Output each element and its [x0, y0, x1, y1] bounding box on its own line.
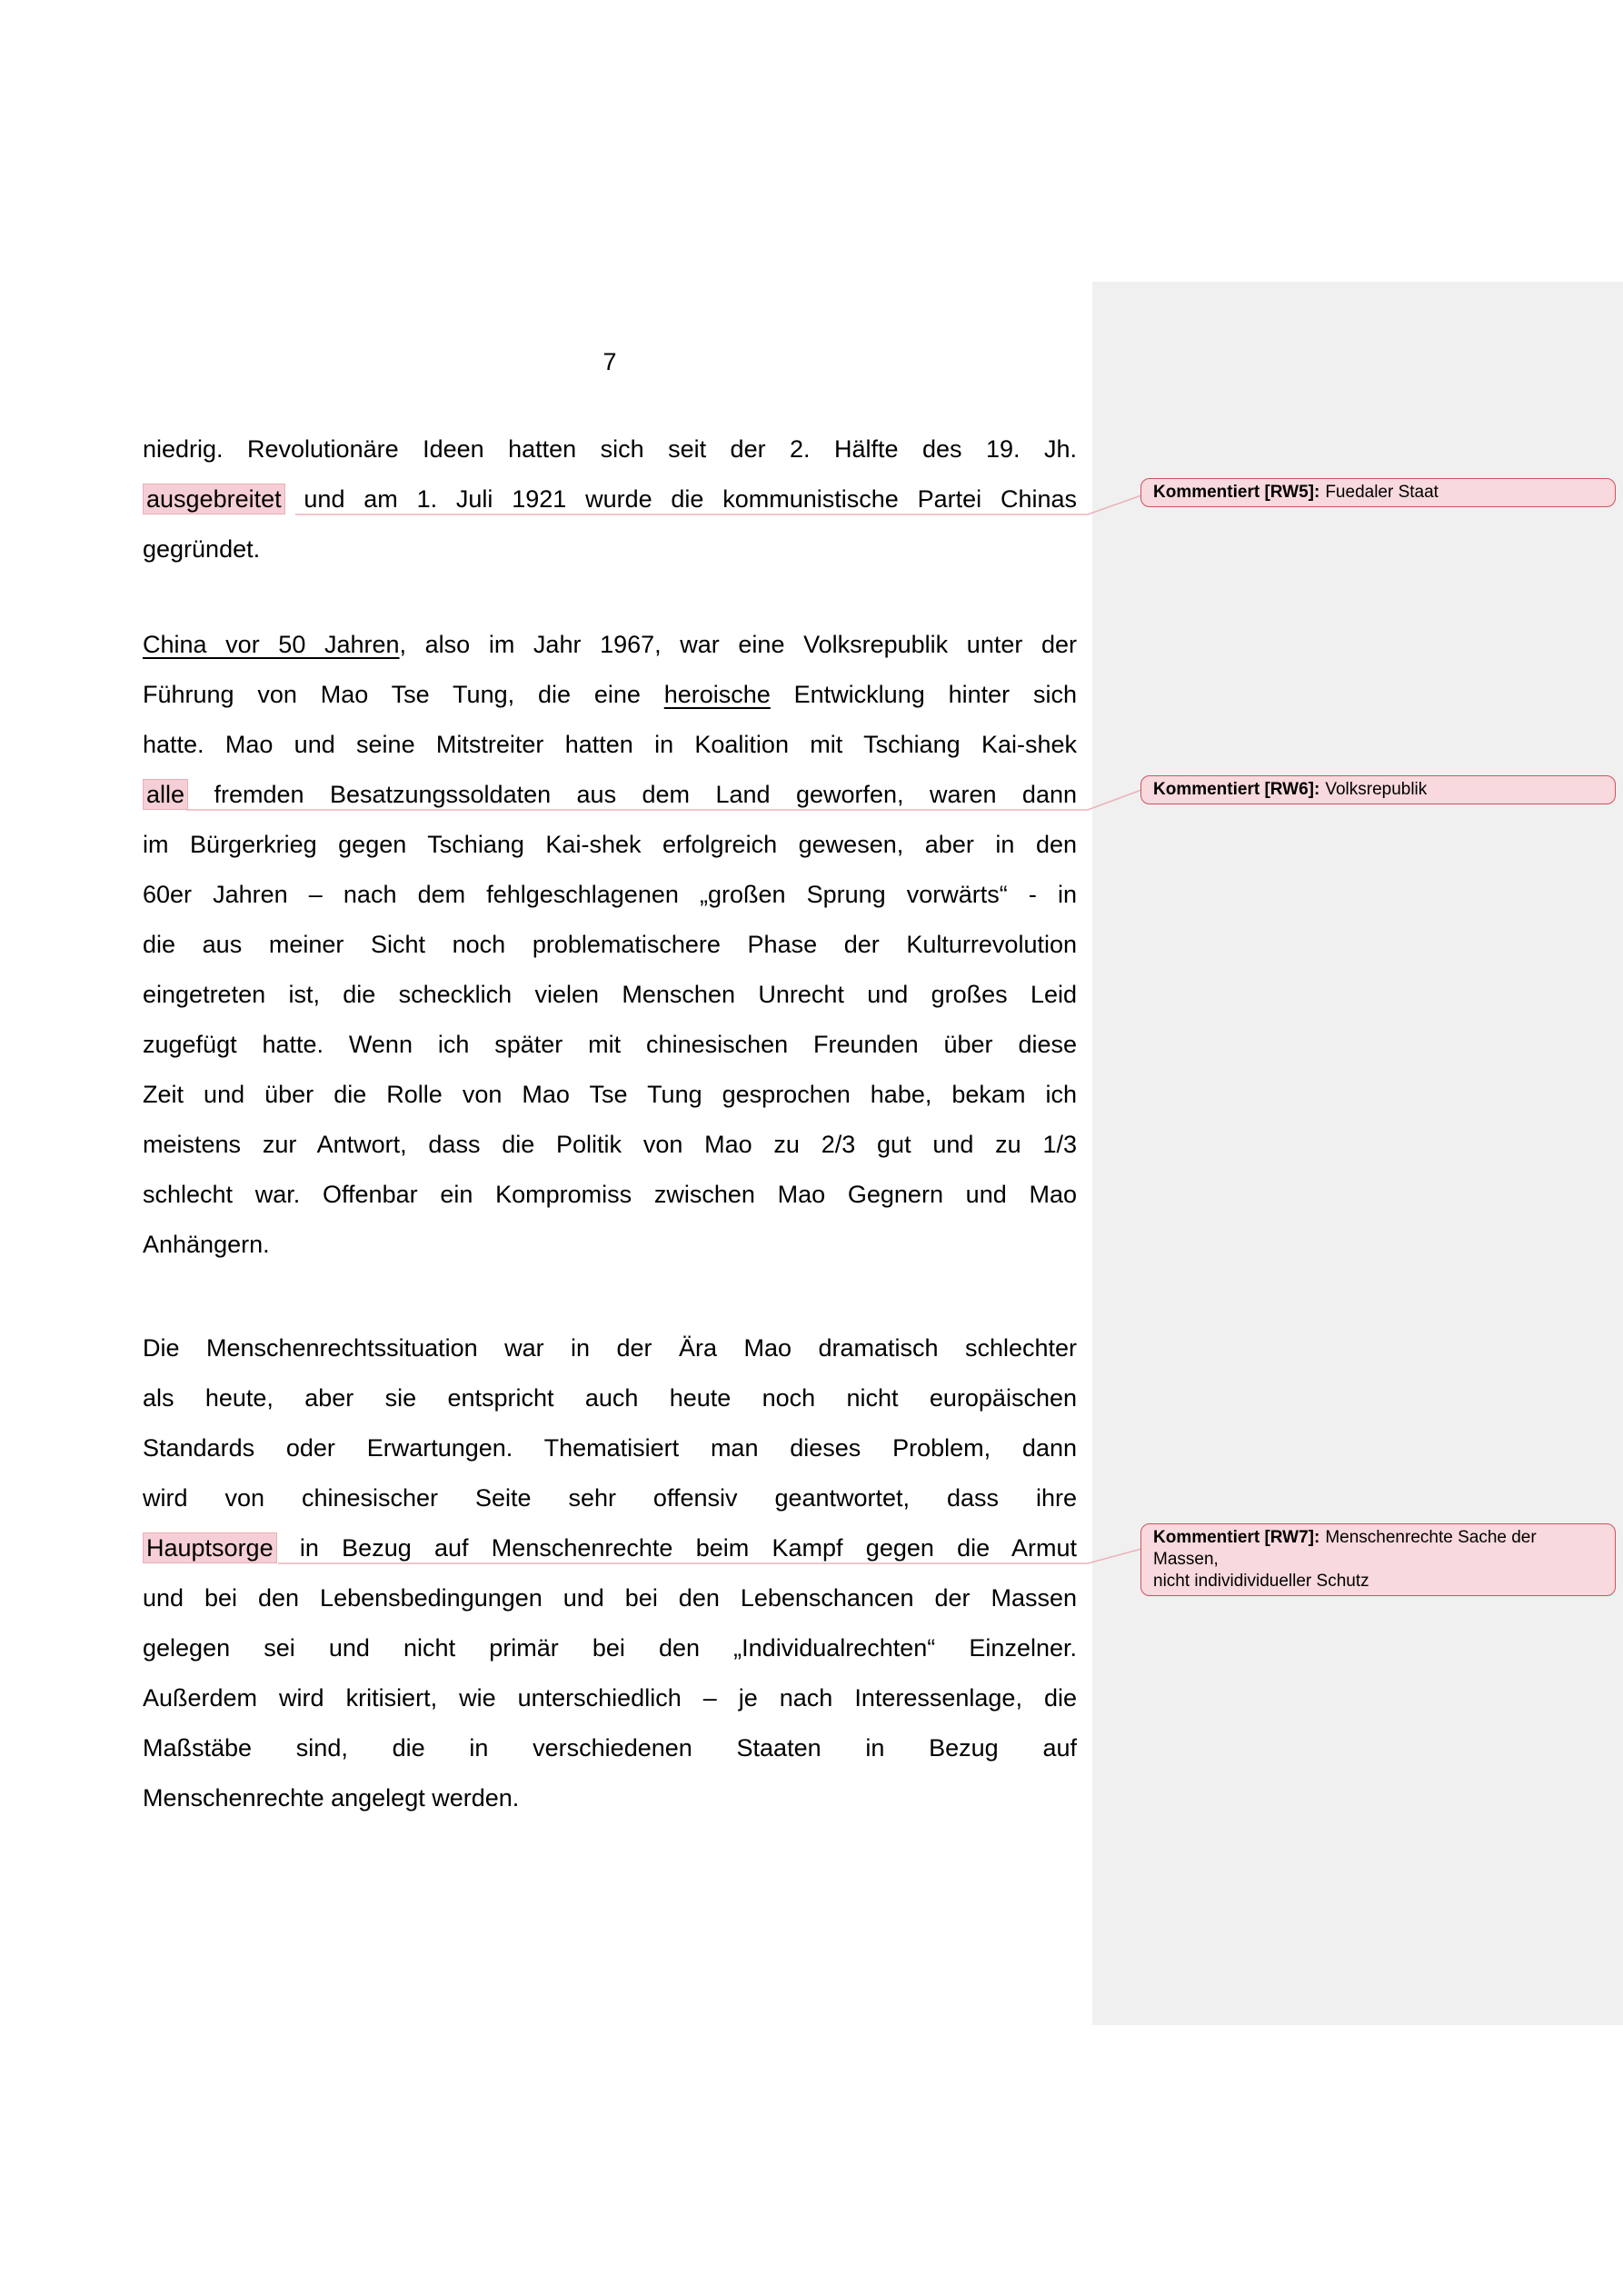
text-run: schlecht war. Offenbar ein Kompromiss zwischen Mao Gegnern und Mao: [143, 1181, 1077, 1208]
page-number: 7: [602, 348, 617, 375]
text-run: als heute, aber sie entspricht auch heute noch nicht europäischen: [143, 1384, 1077, 1412]
comment-balloon-rw5[interactable]: [1140, 478, 1616, 507]
text-line[interactable]: [143, 1473, 1077, 1523]
text-run: gelegen sei und nicht primär bei den „Individualrechten“ Einzelner.: [143, 1634, 1077, 1662]
text-line[interactable]: [143, 870, 1077, 920]
text-run: gegründet.: [143, 535, 261, 563]
text-run: meistens zur Antwort, dass die Politik von Mao zu 2/3 gut und zu 1/3: [143, 1131, 1077, 1158]
underlined-text: China vor 50 Jahren: [143, 631, 400, 658]
text-run: wird von chinesischer Seite sehr offensiv geantwortet, dass ihre: [143, 1484, 1077, 1512]
text-line[interactable]: [143, 770, 1077, 820]
text-run: und am 1. Juli 1921 wurde die kommunistische Partei Chinas: [284, 485, 1077, 513]
text-line[interactable]: [143, 1623, 1077, 1673]
text-run: im Bürgerkrieg gegen Tschiang Kai-shek erfolgreich gewesen, aber in den: [143, 831, 1077, 858]
text-line[interactable]: [143, 1220, 1077, 1270]
text-run: Standards oder Erwartungen. Thematisiert man dieses Problem, dann: [143, 1434, 1077, 1462]
comment-anchor-highlight[interactable]: ausgebreitet: [143, 484, 285, 514]
text-line[interactable]: [143, 1523, 1077, 1573]
text-run: die aus meiner Sicht noch problematischere Phase der Kulturrevolution: [143, 931, 1077, 958]
paragraph-3: [143, 1323, 1077, 1823]
text-line[interactable]: [143, 920, 1077, 970]
text-line[interactable]: [143, 1020, 1077, 1070]
text-line[interactable]: [143, 720, 1077, 770]
text-line[interactable]: [143, 670, 1077, 720]
text-line[interactable]: [143, 524, 1077, 574]
comment-anchor-highlight[interactable]: alle: [143, 779, 188, 810]
comment-text: Volksrepublik: [1325, 780, 1428, 799]
text-line[interactable]: [143, 474, 1077, 524]
text-line[interactable]: [143, 424, 1077, 474]
comments-pane: [1092, 282, 1623, 2025]
comment-label: Kommentiert [RW6]:: [1153, 780, 1320, 799]
comment-balloon-rw6[interactable]: [1140, 775, 1616, 804]
text-line[interactable]: [143, 620, 1077, 670]
comment-balloon-rw7[interactable]: [1140, 1523, 1616, 1596]
underlined-text: heroische: [663, 681, 771, 708]
text-line[interactable]: [143, 1120, 1077, 1170]
text-line[interactable]: [143, 1723, 1077, 1773]
comment-label: Kommentiert [RW7]:: [1153, 1528, 1320, 1547]
text-line[interactable]: [143, 1423, 1077, 1473]
text-line[interactable]: [143, 1373, 1077, 1423]
comment-text: Fuedaler Staat: [1325, 483, 1439, 502]
text-line[interactable]: [143, 1673, 1077, 1723]
text-line[interactable]: [143, 820, 1077, 870]
text-line[interactable]: [143, 1573, 1077, 1623]
text-line[interactable]: [143, 1170, 1077, 1220]
text-run: Außerdem wird kritisiert, wie unterschiedlich – je nach Interessenlage, die: [143, 1684, 1077, 1712]
text-run: niedrig. Revolutionäre Ideen hatten sich seit der 2. Hälfte des 19. Jh.: [143, 435, 1077, 463]
text-run: Entwicklung hinter sich: [770, 681, 1077, 708]
comment-text-line2: nicht individividueller Schutz: [1153, 1572, 1369, 1591]
text-line[interactable]: [143, 1323, 1077, 1373]
comment-label: Kommentiert [RW5]:: [1153, 483, 1320, 502]
text-run: eingetreten ist, die schecklich vielen Menschen Unrecht und großes Leid: [143, 981, 1077, 1008]
text-run: Führung von Mao Tse Tung, die eine: [143, 681, 664, 708]
text-line[interactable]: [143, 1773, 1077, 1823]
text-line[interactable]: [143, 1070, 1077, 1120]
comment-anchor-highlight[interactable]: Hauptsorge: [143, 1532, 277, 1563]
text-run: Maßstäbe sind, die in verschiedenen Staaten in Bezug auf: [143, 1734, 1077, 1762]
text-run: 60er Jahren – nach dem fehlgeschlagenen „großen Sprung vorwärts“ - in: [143, 881, 1077, 908]
text-line[interactable]: [143, 970, 1077, 1020]
text-run: hatte. Mao und seine Mitstreiter hatten in Koalition mit Tschiang Kai-shek: [143, 731, 1077, 758]
paragraph-2: [143, 620, 1077, 1270]
text-run: in Bezug auf Menschenrechte beim Kampf gegen die Armut: [276, 1534, 1077, 1562]
text-run: und bei den Lebensbedingungen und bei den Lebenschancen der Massen: [143, 1584, 1077, 1612]
comment-text: Menschenrechte Sache der Massen,: [1153, 1528, 1537, 1569]
text-run: Zeit und über die Rolle von Mao Tse Tung gesprochen habe, bekam ich: [143, 1081, 1077, 1108]
paragraph-1: [143, 424, 1077, 574]
text-run: , also im Jahr 1967, war eine Volksrepublik unter der: [399, 631, 1077, 658]
text-run: Anhängern.: [143, 1231, 270, 1258]
text-run: zugefügt hatte. Wenn ich später mit chinesischen Freunden über diese: [143, 1031, 1077, 1058]
text-run: Die Menschenrechtssituation war in der Ära Mao dramatisch schlechter: [143, 1334, 1077, 1362]
text-run: fremden Besatzungssoldaten aus dem Land geworfen, waren dann: [188, 781, 1077, 808]
text-run: Menschenrechte angelegt werden.: [143, 1784, 520, 1812]
